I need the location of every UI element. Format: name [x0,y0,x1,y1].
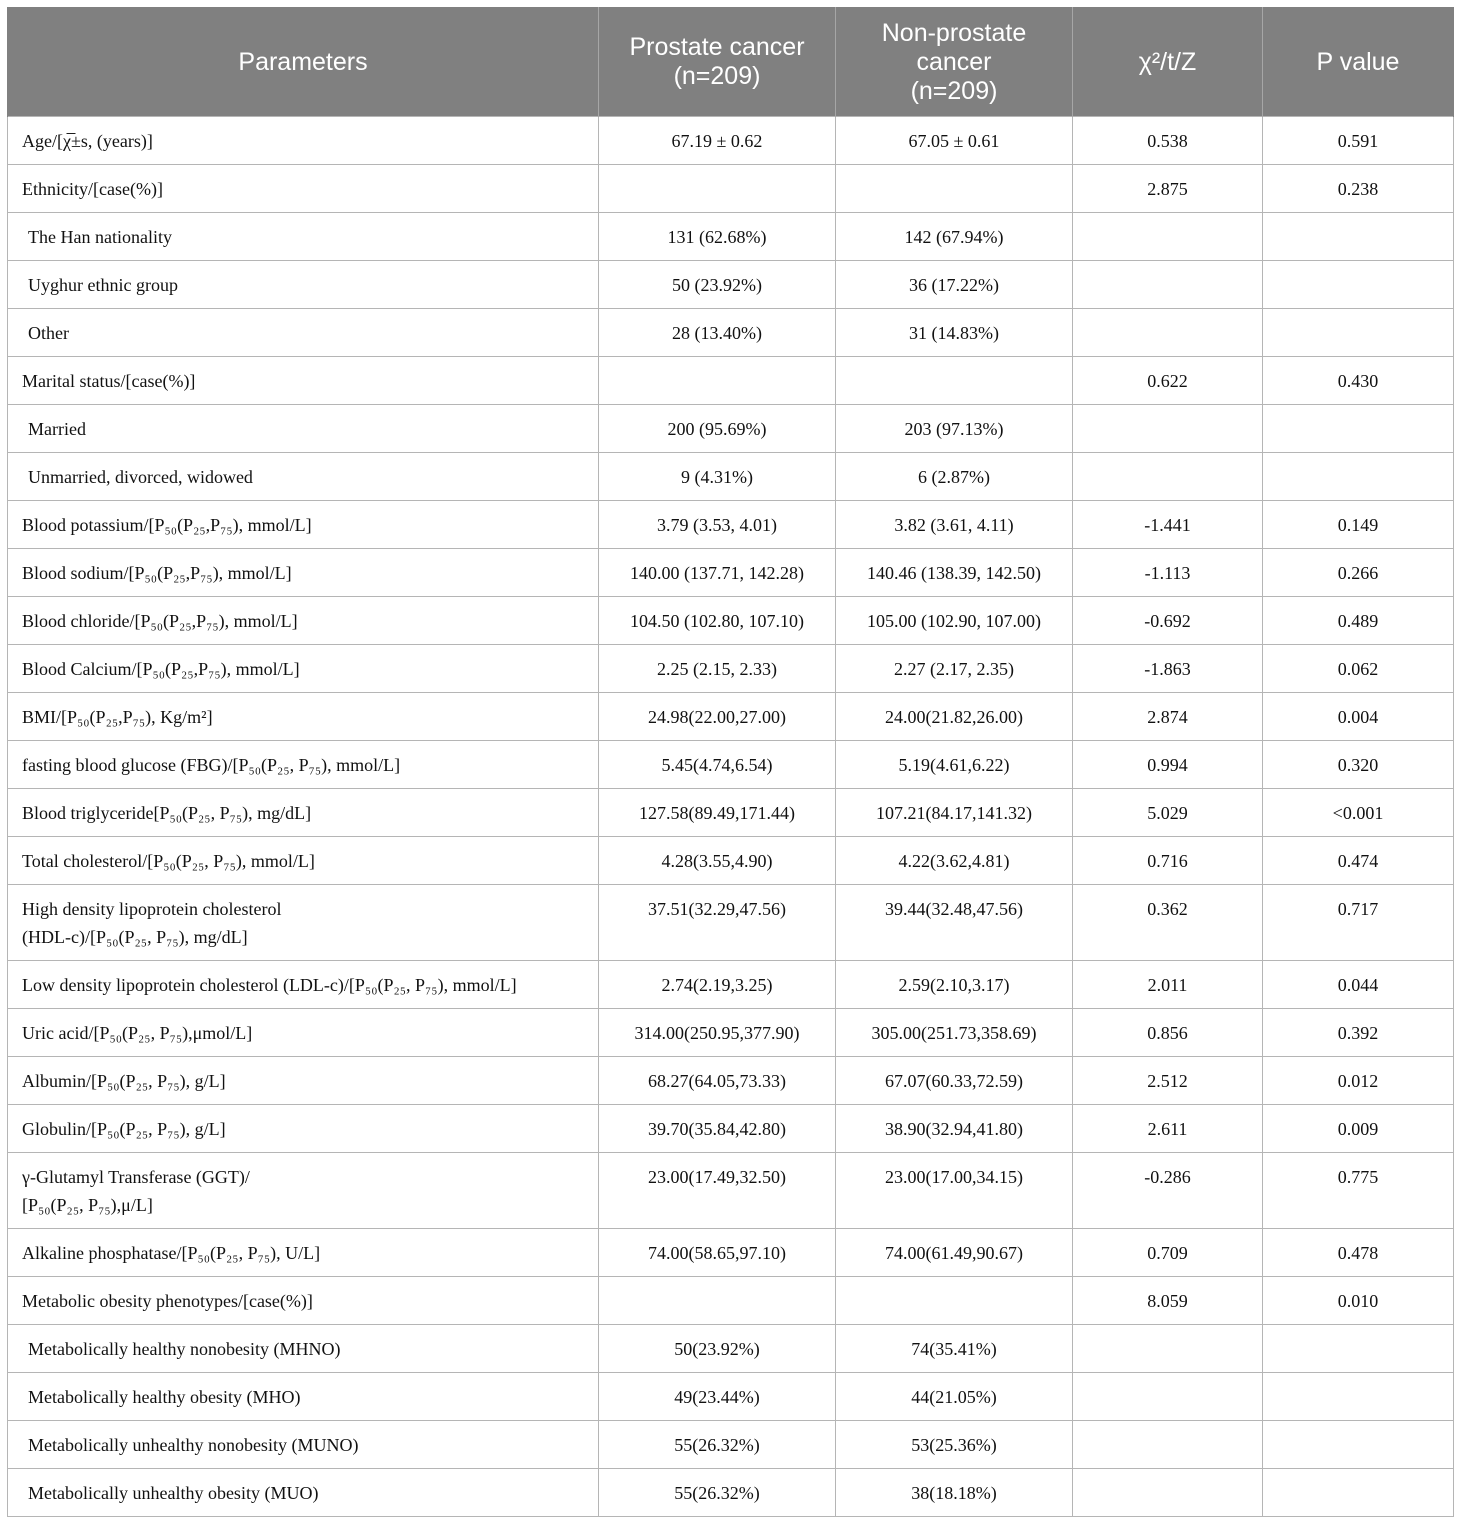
cell-non-prostate-cancer: 107.21(84.17,141.32) [836,789,1073,837]
cell-parameter [8,1153,599,1229]
cell-p-value: 0.149 [1263,501,1454,549]
cell-prostate-cancer: 4.28(3.55,4.90) [599,837,836,885]
table-row [8,789,1454,837]
cell-prostate-cancer: 127.58(89.49,171.44) [599,789,836,837]
cell-prostate-cancer: 5.45(4.74,6.54) [599,741,836,789]
cell-p-value [1263,1373,1454,1421]
cell-parameter-line-1: γ-Glutamyl Transferase (GGT)/ [22,1167,250,1187]
cell-non-prostate-cancer: 39.44(32.48,47.56) [836,885,1073,961]
cell-test-statistic: 0.994 [1073,741,1263,789]
cell-prostate-cancer: 49(23.44%) [599,1373,836,1421]
table-row [8,1421,1454,1469]
cell-test-statistic [1073,1421,1263,1469]
cell-parameter: Unmarried, divorced, widowed [8,453,599,501]
table-row [8,1229,1454,1277]
header-row [8,8,1454,117]
table-row [8,693,1454,741]
cell-p-value [1263,1325,1454,1373]
table-row [8,741,1454,789]
cell-p-value [1263,1421,1454,1469]
table-row [8,357,1454,405]
cell-prostate-cancer: 24.98(22.00,27.00) [599,693,836,741]
cell-parameter: Age/[χ̅±s, (years)] [8,117,599,165]
cell-parameter: Total cholesterol/[P₅₀(P₂₅, P₇₅), mmol/L] [8,837,599,885]
cell-p-value [1263,213,1454,261]
cell-parameter: Blood chloride/[P₅₀(P₂₅,P₇₅), mmol/L] [8,597,599,645]
cell-prostate-cancer: 314.00(250.95,377.90) [599,1009,836,1057]
cell-prostate-cancer: 3.79 (3.53, 4.01) [599,501,836,549]
table-row [8,1373,1454,1421]
cell-non-prostate-cancer [836,165,1073,213]
cell-parameter: Metabolically unhealthy obesity (MUO) [8,1469,599,1517]
cell-prostate-cancer: 39.70(35.84,42.80) [599,1105,836,1153]
header-non-prostate-cancer-n: (n=209) [910,76,998,105]
cell-p-value [1263,405,1454,453]
cell-prostate-cancer: 55(26.32%) [599,1421,836,1469]
statistics-table [7,7,1454,1517]
cell-parameter: Blood potassium/[P₅₀(P₂₅,P₇₅), mmol/L] [8,501,599,549]
header-test-statistic: χ²/t/Z [1073,8,1263,117]
table-row [8,837,1454,885]
cell-parameter: Metabolic obesity phenotypes/[case(%)] [8,1277,599,1325]
cell-non-prostate-cancer: 5.19(4.61,6.22) [836,741,1073,789]
cell-parameter: Other [8,309,599,357]
cell-test-statistic [1073,309,1263,357]
cell-parameter [8,885,599,961]
cell-parameter: Metabolically healthy nonobesity (MHNO) [8,1325,599,1373]
cell-p-value: 0.044 [1263,961,1454,1009]
cell-non-prostate-cancer: 6 (2.87%) [836,453,1073,501]
cell-p-value: 0.489 [1263,597,1454,645]
table-row [8,453,1454,501]
table-header [8,8,1454,117]
cell-parameter: Marital status/[case(%)] [8,357,599,405]
cell-test-statistic [1073,261,1263,309]
cell-non-prostate-cancer [836,1277,1073,1325]
cell-non-prostate-cancer: 140.46 (138.39, 142.50) [836,549,1073,597]
cell-test-statistic: -0.286 [1073,1153,1263,1229]
cell-test-statistic: -1.441 [1073,501,1263,549]
cell-non-prostate-cancer: 74(35.41%) [836,1325,1073,1373]
table-body [8,117,1454,1517]
cell-test-statistic: 0.716 [1073,837,1263,885]
header-non-prostate-cancer [836,8,1073,117]
table-row [8,1153,1454,1229]
cell-prostate-cancer: 50(23.92%) [599,1325,836,1373]
cell-non-prostate-cancer: 38.90(32.94,41.80) [836,1105,1073,1153]
cell-non-prostate-cancer: 44(21.05%) [836,1373,1073,1421]
cell-test-statistic [1073,1469,1263,1517]
cell-p-value [1263,453,1454,501]
header-prostate-cancer-n: (n=209) [673,62,761,90]
header-prostate-cancer-label: Prostate cancer [629,33,805,61]
cell-non-prostate-cancer: 3.82 (3.61, 4.11) [836,501,1073,549]
cell-p-value: 0.717 [1263,885,1454,961]
cell-p-value: 0.591 [1263,117,1454,165]
cell-non-prostate-cancer: 2.59(2.10,3.17) [836,961,1073,1009]
header-p-value: P value [1263,8,1454,117]
table-row [8,885,1454,961]
cell-prostate-cancer: 28 (13.40%) [599,309,836,357]
cell-parameter: Blood Calcium/[P₅₀(P₂₅,P₇₅), mmol/L] [8,645,599,693]
cell-parameter: Uric acid/[P₅₀(P₂₅, P₇₅),μmol/L] [8,1009,599,1057]
cell-test-statistic: -0.692 [1073,597,1263,645]
cell-prostate-cancer: 50 (23.92%) [599,261,836,309]
cell-parameter: Blood triglyceride[P₅₀(P₂₅, P₇₅), mg/dL] [8,789,599,837]
cell-prostate-cancer: 74.00(58.65,97.10) [599,1229,836,1277]
cell-non-prostate-cancer: 31 (14.83%) [836,309,1073,357]
table-row [8,597,1454,645]
cell-prostate-cancer [599,357,836,405]
table-row [8,1277,1454,1325]
cell-non-prostate-cancer: 305.00(251.73,358.69) [836,1009,1073,1057]
cell-non-prostate-cancer: 38(18.18%) [836,1469,1073,1517]
cell-p-value: 0.012 [1263,1057,1454,1105]
header-parameters: Parameters [8,8,599,117]
cell-test-statistic: 2.512 [1073,1057,1263,1105]
cell-non-prostate-cancer: 4.22(3.62,4.81) [836,837,1073,885]
cell-test-statistic: -1.863 [1073,645,1263,693]
cell-non-prostate-cancer: 74.00(61.49,90.67) [836,1229,1073,1277]
cell-p-value: 0.320 [1263,741,1454,789]
cell-test-statistic [1073,1373,1263,1421]
table-row [8,1105,1454,1153]
cell-non-prostate-cancer: 67.05 ± 0.61 [836,117,1073,165]
cell-p-value: 0.392 [1263,1009,1454,1057]
cell-p-value: 0.266 [1263,549,1454,597]
cell-parameter: The Han nationality [8,213,599,261]
cell-p-value: 0.010 [1263,1277,1454,1325]
table-row [8,1009,1454,1057]
cell-p-value: 0.238 [1263,165,1454,213]
cell-parameter: Uyghur ethnic group [8,261,599,309]
cell-non-prostate-cancer: 142 (67.94%) [836,213,1073,261]
cell-parameter: Blood sodium/[P₅₀(P₂₅,P₇₅), mmol/L] [8,549,599,597]
header-non-prostate-cancer-label-2: cancer [916,47,992,76]
cell-p-value: 0.009 [1263,1105,1454,1153]
table-row [8,645,1454,693]
cell-p-value: 0.430 [1263,357,1454,405]
cell-parameter: fasting blood glucose (FBG)/[P₅₀(P₂₅, P₇₅), mmol/L] [8,741,599,789]
cell-non-prostate-cancer: 36 (17.22%) [836,261,1073,309]
cell-prostate-cancer: 140.00 (137.71, 142.28) [599,549,836,597]
table-row [8,165,1454,213]
cell-parameter: Married [8,405,599,453]
cell-prostate-cancer: 131 (62.68%) [599,213,836,261]
cell-parameter: Globulin/[P₅₀(P₂₅, P₇₅), g/L] [8,1105,599,1153]
cell-test-statistic: 0.856 [1073,1009,1263,1057]
table-row [8,117,1454,165]
cell-prostate-cancer: 68.27(64.05,73.33) [599,1057,836,1105]
cell-parameter: Ethnicity/[case(%)] [8,165,599,213]
cell-p-value: 0.004 [1263,693,1454,741]
cell-p-value [1263,309,1454,357]
cell-prostate-cancer [599,165,836,213]
cell-prostate-cancer: 200 (95.69%) [599,405,836,453]
cell-test-statistic: 2.611 [1073,1105,1263,1153]
cell-test-statistic: 0.622 [1073,357,1263,405]
header-non-prostate-cancer-label-1: Non-prostate [881,18,1027,47]
cell-prostate-cancer: 2.25 (2.15, 2.33) [599,645,836,693]
cell-prostate-cancer: 9 (4.31%) [599,453,836,501]
cell-non-prostate-cancer: 53(25.36%) [836,1421,1073,1469]
cell-test-statistic [1073,1325,1263,1373]
cell-non-prostate-cancer: 24.00(21.82,26.00) [836,693,1073,741]
table-row [8,261,1454,309]
cell-test-statistic: -1.113 [1073,549,1263,597]
table-row [8,1469,1454,1517]
cell-test-statistic: 0.362 [1073,885,1263,961]
table-row [8,961,1454,1009]
table-row [8,501,1454,549]
cell-parameter: Low density lipoprotein cholesterol (LDL-c)/[P₅₀(P₂₅, P₇₅), mmol/L] [8,961,599,1009]
cell-prostate-cancer: 37.51(32.29,47.56) [599,885,836,961]
cell-test-statistic [1073,405,1263,453]
cell-parameter: Alkaline phosphatase/[P₅₀(P₂₅, P₇₅), U/L] [8,1229,599,1277]
cell-test-statistic: 2.874 [1073,693,1263,741]
cell-p-value [1263,1469,1454,1517]
cell-test-statistic: 2.011 [1073,961,1263,1009]
cell-p-value: <0.001 [1263,789,1454,837]
cell-prostate-cancer: 23.00(17.49,32.50) [599,1153,836,1229]
cell-non-prostate-cancer: 67.07(60.33,72.59) [836,1057,1073,1105]
cell-non-prostate-cancer [836,357,1073,405]
table-row [8,549,1454,597]
table-row [8,405,1454,453]
cell-non-prostate-cancer: 2.27 (2.17, 2.35) [836,645,1073,693]
table-row [8,1325,1454,1373]
cell-p-value: 0.474 [1263,837,1454,885]
cell-non-prostate-cancer: 23.00(17.00,34.15) [836,1153,1073,1229]
cell-parameter-line-1: High density lipoprotein cholesterol [22,899,282,919]
cell-p-value: 0.775 [1263,1153,1454,1229]
cell-prostate-cancer: 67.19 ± 0.62 [599,117,836,165]
cell-prostate-cancer: 55(26.32%) [599,1469,836,1517]
cell-test-statistic: 8.059 [1073,1277,1263,1325]
cell-non-prostate-cancer: 203 (97.13%) [836,405,1073,453]
table-row [8,309,1454,357]
cell-non-prostate-cancer: 105.00 (102.90, 107.00) [836,597,1073,645]
cell-parameter: Metabolically unhealthy nonobesity (MUNO) [8,1421,599,1469]
cell-test-statistic: 2.875 [1073,165,1263,213]
cell-p-value: 0.062 [1263,645,1454,693]
cell-test-statistic: 0.709 [1073,1229,1263,1277]
cell-parameter: Albumin/[P₅₀(P₂₅, P₇₅), g/L] [8,1057,599,1105]
header-prostate-cancer [599,8,836,117]
cell-p-value [1263,261,1454,309]
cell-parameter-line-2: [P₅₀(P₂₅, P₇₅),μ/L] [22,1195,153,1215]
table-row [8,1057,1454,1105]
table-row [8,213,1454,261]
cell-prostate-cancer: 2.74(2.19,3.25) [599,961,836,1009]
cell-test-statistic: 0.538 [1073,117,1263,165]
cell-test-statistic [1073,453,1263,501]
cell-parameter-line-2: (HDL-c)/[P₅₀(P₂₅, P₇₅), mg/dL] [22,927,248,947]
cell-test-statistic: 5.029 [1073,789,1263,837]
cell-p-value: 0.478 [1263,1229,1454,1277]
cell-test-statistic [1073,213,1263,261]
cell-prostate-cancer [599,1277,836,1325]
cell-parameter: Metabolically healthy obesity (MHO) [8,1373,599,1421]
cell-parameter: BMI/[P₅₀(P₂₅,P₇₅), Kg/m²] [8,693,599,741]
cell-prostate-cancer: 104.50 (102.80, 107.10) [599,597,836,645]
